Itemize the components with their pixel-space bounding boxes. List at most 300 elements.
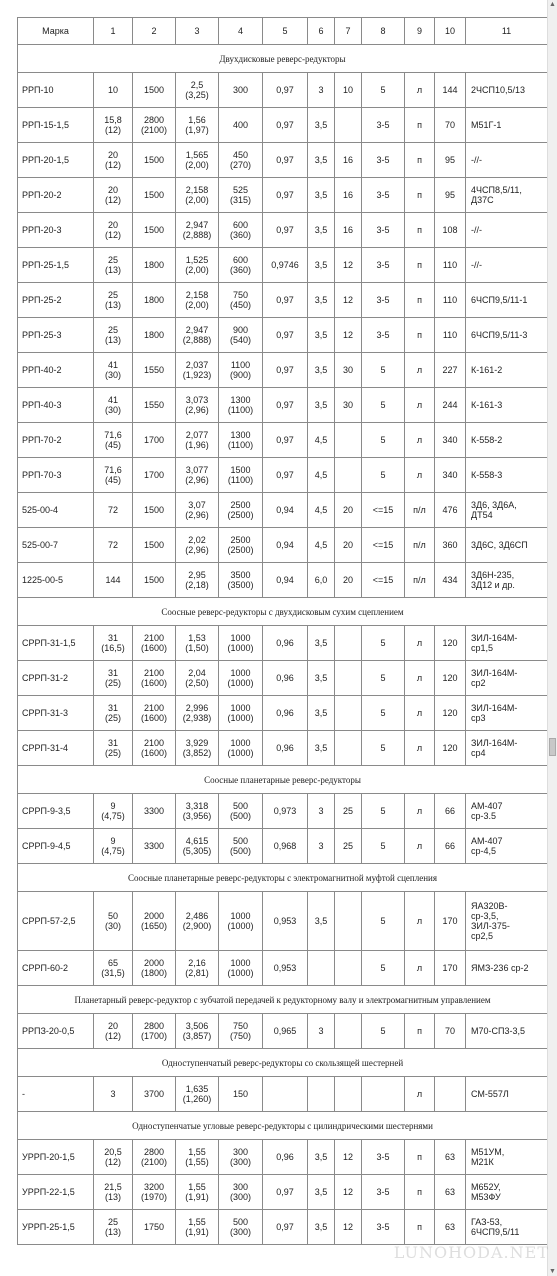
table-cell: 3-5 bbox=[362, 1140, 405, 1175]
table-cell: 1000 (1000) bbox=[219, 731, 263, 766]
table-cell: 72 bbox=[94, 528, 133, 563]
table-cell: 144 bbox=[435, 73, 466, 108]
table-cell: М70-СП3-3,5 bbox=[466, 1014, 548, 1049]
table-row bbox=[18, 829, 548, 864]
table-cell: 3,5 bbox=[308, 1140, 335, 1175]
table-cell: п bbox=[405, 283, 435, 318]
table-cell: 5 bbox=[362, 423, 405, 458]
model-cell: РРП-70-2 bbox=[18, 423, 94, 458]
section-row bbox=[18, 45, 548, 73]
table-cell: 31 (25) bbox=[94, 731, 133, 766]
table-cell: 95 bbox=[435, 143, 466, 178]
table-cell bbox=[335, 696, 362, 731]
table-cell: 1,55 (1,55) bbox=[176, 1140, 219, 1175]
table-cell: 10 bbox=[94, 73, 133, 108]
scroll-up-icon[interactable]: ▲ bbox=[549, 1, 556, 8]
table-row bbox=[18, 458, 548, 493]
column-header: 1 bbox=[94, 18, 133, 45]
table-cell: п bbox=[405, 143, 435, 178]
table-cell: 0,97 bbox=[263, 1175, 308, 1210]
table-cell bbox=[335, 626, 362, 661]
table-cell: 0,94 bbox=[263, 493, 308, 528]
table-cell: 1500 bbox=[133, 178, 176, 213]
table-cell: 1800 bbox=[133, 283, 176, 318]
table-cell: 3,5 bbox=[308, 318, 335, 353]
table-cell: 120 bbox=[435, 696, 466, 731]
model-cell: СРРП-60-2 bbox=[18, 951, 94, 986]
table-cell: 20 (12) bbox=[94, 213, 133, 248]
table-row bbox=[18, 178, 548, 213]
section-row bbox=[18, 598, 548, 626]
table-cell: 25 bbox=[335, 829, 362, 864]
table-cell: 2ЧСП10,5/13 bbox=[466, 73, 548, 108]
table-cell: 3,5 bbox=[308, 1210, 335, 1245]
table-cell: л bbox=[405, 423, 435, 458]
table-cell: 4,5 bbox=[308, 528, 335, 563]
table-cell: 120 bbox=[435, 731, 466, 766]
table-row bbox=[18, 731, 548, 766]
table-cell: 95 bbox=[435, 178, 466, 213]
section-title: Одноступенчатые угловые реверс-редукторы с цилиндрическими шестернями bbox=[18, 1112, 548, 1140]
table-cell: 41 (30) bbox=[94, 388, 133, 423]
table-cell: 5 bbox=[362, 661, 405, 696]
model-cell: РРП-20-2 bbox=[18, 178, 94, 213]
table-cell: 2100 (1600) bbox=[133, 626, 176, 661]
table-cell: ЗИЛ-164М- ср4 bbox=[466, 731, 548, 766]
table-cell: 1,56 (1,97) bbox=[176, 108, 219, 143]
table-cell: 2,158 (2,00) bbox=[176, 283, 219, 318]
table-cell: 340 bbox=[435, 458, 466, 493]
table-cell: 3,5 bbox=[308, 1175, 335, 1210]
table-cell: 0,968 bbox=[263, 829, 308, 864]
table-cell: 5 bbox=[362, 353, 405, 388]
table-cell: 3 bbox=[308, 829, 335, 864]
table-cell: 144 bbox=[94, 563, 133, 598]
table-cell: 0,97 bbox=[263, 458, 308, 493]
table-cell bbox=[335, 1014, 362, 1049]
table-cell bbox=[335, 951, 362, 986]
model-cell: СРРП-31-4 bbox=[18, 731, 94, 766]
table-cell: 66 bbox=[435, 829, 466, 864]
table-cell: 5 bbox=[362, 73, 405, 108]
table-cell: 244 bbox=[435, 388, 466, 423]
table-cell: СМ-557Л bbox=[466, 1077, 548, 1112]
table-cell: -//- bbox=[466, 143, 548, 178]
table-cell: 5 bbox=[362, 458, 405, 493]
table-cell: 16 bbox=[335, 178, 362, 213]
table-cell: 0,97 bbox=[263, 388, 308, 423]
table-cell: 3-5 bbox=[362, 108, 405, 143]
document-body bbox=[17, 17, 547, 1245]
table-cell: 3,506 (3,857) bbox=[176, 1014, 219, 1049]
table-cell: 0,97 bbox=[263, 143, 308, 178]
table-row bbox=[18, 73, 548, 108]
table-row bbox=[18, 1077, 548, 1112]
table-cell: 0,96 bbox=[263, 661, 308, 696]
section-title: Соосные планетарные реверс-редукторы с электромагнитной муфтой сцепления bbox=[18, 864, 548, 892]
column-header: 10 bbox=[435, 18, 466, 45]
table-cell: 500 (300) bbox=[219, 1210, 263, 1245]
table-row bbox=[18, 388, 548, 423]
table-cell: 2,95 (2,18) bbox=[176, 563, 219, 598]
table-cell: 3-5 bbox=[362, 283, 405, 318]
table-cell: 1800 bbox=[133, 248, 176, 283]
table-cell: 1000 (1000) bbox=[219, 696, 263, 731]
table-cell: 0,96 bbox=[263, 626, 308, 661]
table-cell: 1500 (1100) bbox=[219, 458, 263, 493]
table-cell: 3,5 bbox=[308, 178, 335, 213]
model-cell: РРП-40-3 bbox=[18, 388, 94, 423]
table-cell: 0,96 bbox=[263, 1140, 308, 1175]
table-cell: 5 bbox=[362, 626, 405, 661]
table-cell: 360 bbox=[435, 528, 466, 563]
table-cell: М652У, М53ФУ bbox=[466, 1175, 548, 1210]
table-cell: п/л bbox=[405, 528, 435, 563]
table-cell: 2100 (1600) bbox=[133, 696, 176, 731]
table-cell bbox=[335, 731, 362, 766]
table-row bbox=[18, 696, 548, 731]
table-cell bbox=[335, 423, 362, 458]
table-row bbox=[18, 1175, 548, 1210]
table-cell: л bbox=[405, 794, 435, 829]
table-cell: 3-5 bbox=[362, 318, 405, 353]
table-row bbox=[18, 283, 548, 318]
scroll-thumb[interactable] bbox=[549, 738, 556, 756]
table-cell: 0,96 bbox=[263, 731, 308, 766]
table-cell: 5 bbox=[362, 892, 405, 951]
model-cell: - bbox=[18, 1077, 94, 1112]
table-cell: 10 bbox=[335, 73, 362, 108]
table-cell: 3,5 bbox=[308, 696, 335, 731]
table-cell: 20 (12) bbox=[94, 143, 133, 178]
table-cell: 5 bbox=[362, 388, 405, 423]
table-row bbox=[18, 1210, 548, 1245]
table-cell: 3,318 (3,956) bbox=[176, 794, 219, 829]
table-cell: 3,5 bbox=[308, 626, 335, 661]
table-cell: ЯА320В- ср-3,5, ЗИЛ-375- ср2,5 bbox=[466, 892, 548, 951]
table-cell: 2,077 (1,96) bbox=[176, 423, 219, 458]
table-cell: 12 bbox=[335, 248, 362, 283]
model-cell: РРП-25-1,5 bbox=[18, 248, 94, 283]
table-cell: л bbox=[405, 696, 435, 731]
table-cell: 3,5 bbox=[308, 353, 335, 388]
table-cell: л bbox=[405, 73, 435, 108]
table-cell: 20 bbox=[335, 528, 362, 563]
table-cell: 1750 bbox=[133, 1210, 176, 1245]
table-cell: 9 (4,75) bbox=[94, 794, 133, 829]
table-cell bbox=[362, 1077, 405, 1112]
model-cell: РРП-20-3 bbox=[18, 213, 94, 248]
table-cell: 5 bbox=[362, 951, 405, 986]
table-cell: 6,0 bbox=[308, 563, 335, 598]
table-row bbox=[18, 892, 548, 951]
table-cell: 0,97 bbox=[263, 213, 308, 248]
table-cell: 0,97 bbox=[263, 423, 308, 458]
header-row bbox=[18, 18, 548, 45]
table-cell: 30 bbox=[335, 388, 362, 423]
table-cell: АМ-407 ср-4,5 bbox=[466, 829, 548, 864]
table-row bbox=[18, 108, 548, 143]
table-cell: 3700 bbox=[133, 1077, 176, 1112]
table-cell: 25 bbox=[335, 794, 362, 829]
table-cell: 2,02 (2,96) bbox=[176, 528, 219, 563]
table-cell: 1550 bbox=[133, 353, 176, 388]
table-cell: 9 (4,75) bbox=[94, 829, 133, 864]
table-cell: 1700 bbox=[133, 458, 176, 493]
table-cell: 2,158 (2,00) bbox=[176, 178, 219, 213]
table-cell: ЗИЛ-164М- ср1,5 bbox=[466, 626, 548, 661]
table-cell: 3,929 (3,852) bbox=[176, 731, 219, 766]
table-cell: 3-5 bbox=[362, 213, 405, 248]
model-cell: РРП-10 bbox=[18, 73, 94, 108]
table-cell: 25 (13) bbox=[94, 318, 133, 353]
table-cell: 2100 (1600) bbox=[133, 731, 176, 766]
table-cell: 450 (270) bbox=[219, 143, 263, 178]
table-cell: 2000 (1800) bbox=[133, 951, 176, 986]
scroll-down-icon[interactable]: ▼ bbox=[549, 1268, 556, 1275]
table-cell: 2800 (1700) bbox=[133, 1014, 176, 1049]
table-cell: л bbox=[405, 1077, 435, 1112]
table-cell: 3200 (1970) bbox=[133, 1175, 176, 1210]
table-cell: 2,5 (3,25) bbox=[176, 73, 219, 108]
table-cell: 1550 bbox=[133, 388, 176, 423]
section-title: Соосные планетарные реверс-редукторы bbox=[18, 766, 548, 794]
table-cell: 3 bbox=[94, 1077, 133, 1112]
watermark: LUNOHODA.NET bbox=[393, 1243, 549, 1262]
table-cell bbox=[263, 1077, 308, 1112]
table-row bbox=[18, 143, 548, 178]
table-cell bbox=[308, 1077, 335, 1112]
table-cell: 3,5 bbox=[308, 143, 335, 178]
table-cell: К-558-3 bbox=[466, 458, 548, 493]
table-cell: п bbox=[405, 1014, 435, 1049]
table-cell: 5 bbox=[362, 829, 405, 864]
table-cell: М51Г-1 bbox=[466, 108, 548, 143]
column-header: 7 bbox=[335, 18, 362, 45]
table-cell bbox=[435, 1077, 466, 1112]
table-cell: 1700 bbox=[133, 423, 176, 458]
table-cell: 0,94 bbox=[263, 563, 308, 598]
table-cell: 25 (13) bbox=[94, 248, 133, 283]
table-cell: 2,947 (2,888) bbox=[176, 318, 219, 353]
table-cell: л bbox=[405, 731, 435, 766]
table-cell: 63 bbox=[435, 1175, 466, 1210]
model-cell: РРП-20-1,5 bbox=[18, 143, 94, 178]
table-cell: 3500 (3500) bbox=[219, 563, 263, 598]
table-cell bbox=[335, 458, 362, 493]
table-cell: 70 bbox=[435, 1014, 466, 1049]
column-header: 2 bbox=[133, 18, 176, 45]
table-cell: п bbox=[405, 213, 435, 248]
table-cell: <=15 bbox=[362, 493, 405, 528]
table-cell: 21,5 (13) bbox=[94, 1175, 133, 1210]
table-cell: 41 (30) bbox=[94, 353, 133, 388]
table-cell: 3,5 bbox=[308, 213, 335, 248]
table-cell: 1000 (1000) bbox=[219, 626, 263, 661]
column-header: 8 bbox=[362, 18, 405, 45]
table-cell: л bbox=[405, 951, 435, 986]
model-cell: РРП-25-2 bbox=[18, 283, 94, 318]
table-cell: 2500 (2500) bbox=[219, 493, 263, 528]
table-cell: 31 (25) bbox=[94, 696, 133, 731]
table-cell: ГАЗ-53, 6ЧСП9,5/11 bbox=[466, 1210, 548, 1245]
table-cell: 300 bbox=[219, 73, 263, 108]
table-cell: 71,6 (45) bbox=[94, 423, 133, 458]
table-cell: 3 bbox=[308, 73, 335, 108]
table-cell: 70 bbox=[435, 108, 466, 143]
table-cell: 0,97 bbox=[263, 73, 308, 108]
table-cell: 0,953 bbox=[263, 951, 308, 986]
table-cell: 1300 (1100) bbox=[219, 388, 263, 423]
table-cell: 110 bbox=[435, 318, 466, 353]
table-cell: 1500 bbox=[133, 73, 176, 108]
table-cell: л bbox=[405, 626, 435, 661]
table-row bbox=[18, 248, 548, 283]
table-cell: 5 bbox=[362, 1014, 405, 1049]
table-row bbox=[18, 353, 548, 388]
section-title: Одноступенчатый реверс-редукторы со скользящей шестерней bbox=[18, 1049, 548, 1077]
section-row bbox=[18, 864, 548, 892]
table-cell: 12 bbox=[335, 1175, 362, 1210]
table-row bbox=[18, 661, 548, 696]
table-cell: 300 (300) bbox=[219, 1175, 263, 1210]
model-cell: УРРП-20-1,5 bbox=[18, 1140, 94, 1175]
table-cell: 900 (540) bbox=[219, 318, 263, 353]
table-cell: 3,5 bbox=[308, 108, 335, 143]
table-cell: 31 (25) bbox=[94, 661, 133, 696]
table-cell: п bbox=[405, 108, 435, 143]
table-cell: ЗИЛ-164М- ср2 bbox=[466, 661, 548, 696]
model-cell: 1225-00-5 bbox=[18, 563, 94, 598]
model-cell: РРП-70-3 bbox=[18, 458, 94, 493]
table-cell: 400 bbox=[219, 108, 263, 143]
table-cell: 1000 (1000) bbox=[219, 951, 263, 986]
table-cell: 1100 (900) bbox=[219, 353, 263, 388]
table-cell: К-558-2 bbox=[466, 423, 548, 458]
table-cell: п/л bbox=[405, 563, 435, 598]
column-header: Марка bbox=[18, 18, 94, 45]
table-cell: 1500 bbox=[133, 143, 176, 178]
column-header: 4 bbox=[219, 18, 263, 45]
table-cell: 2800 (2100) bbox=[133, 108, 176, 143]
table-cell: п bbox=[405, 248, 435, 283]
table-row bbox=[18, 493, 548, 528]
table-cell: 16 bbox=[335, 143, 362, 178]
table-cell bbox=[335, 892, 362, 951]
model-cell: СРРП-31-3 bbox=[18, 696, 94, 731]
table-cell: 3 bbox=[308, 794, 335, 829]
table-cell: 12 bbox=[335, 283, 362, 318]
table-cell: К-161-2 bbox=[466, 353, 548, 388]
table-cell: л bbox=[405, 661, 435, 696]
table-cell: 20 (12) bbox=[94, 178, 133, 213]
table-cell: -//- bbox=[466, 213, 548, 248]
table-cell: 120 bbox=[435, 661, 466, 696]
vertical-scrollbar[interactable] bbox=[547, 0, 557, 1276]
table-cell: 227 bbox=[435, 353, 466, 388]
model-cell: СРРП-31-1,5 bbox=[18, 626, 94, 661]
table-cell: 0,973 bbox=[263, 794, 308, 829]
table-cell: 2,486 (2,900) bbox=[176, 892, 219, 951]
model-cell: СРРП-9-3,5 bbox=[18, 794, 94, 829]
model-cell: УРРП-25-1,5 bbox=[18, 1210, 94, 1245]
table-row bbox=[18, 794, 548, 829]
table-cell: 1000 (1000) bbox=[219, 892, 263, 951]
table-cell: 340 bbox=[435, 423, 466, 458]
table-cell: 3 bbox=[308, 1014, 335, 1049]
section-title: Соосные реверс-редукторы с двухдисковым сухим сцеплением bbox=[18, 598, 548, 626]
table-cell: 25 (13) bbox=[94, 283, 133, 318]
table-cell: 1,55 (1,91) bbox=[176, 1210, 219, 1245]
table-cell: 3,5 bbox=[308, 283, 335, 318]
section-row bbox=[18, 766, 548, 794]
table-cell: ЗИЛ-164М- ср3 bbox=[466, 696, 548, 731]
table-cell: 30 bbox=[335, 353, 362, 388]
table-row bbox=[18, 528, 548, 563]
table-cell: 750 (450) bbox=[219, 283, 263, 318]
table-cell: 1000 (1000) bbox=[219, 661, 263, 696]
table-cell: 2500 (2500) bbox=[219, 528, 263, 563]
table-cell: 3,077 (2,96) bbox=[176, 458, 219, 493]
table-cell: 12 bbox=[335, 1140, 362, 1175]
model-cell: СРРП-31-2 bbox=[18, 661, 94, 696]
table-cell: п bbox=[405, 318, 435, 353]
table-cell: 3300 bbox=[133, 829, 176, 864]
table-cell: л bbox=[405, 829, 435, 864]
column-header: 11 bbox=[466, 18, 548, 45]
table-cell: 4,5 bbox=[308, 423, 335, 458]
table-cell: 300 (300) bbox=[219, 1140, 263, 1175]
column-header: 6 bbox=[308, 18, 335, 45]
model-cell: 525-00-7 bbox=[18, 528, 94, 563]
table-cell: К-161-3 bbox=[466, 388, 548, 423]
table-cell: л bbox=[405, 388, 435, 423]
column-header: 9 bbox=[405, 18, 435, 45]
model-cell: РРП-15-1,5 bbox=[18, 108, 94, 143]
table-cell: 5 bbox=[362, 731, 405, 766]
table-cell: 110 bbox=[435, 283, 466, 318]
table-cell: 20 bbox=[335, 493, 362, 528]
table-cell: 25 (13) bbox=[94, 1210, 133, 1245]
table-cell: 3Д6, 3Д6А, ДТ54 bbox=[466, 493, 548, 528]
table-row bbox=[18, 423, 548, 458]
table-cell: 500 (500) bbox=[219, 829, 263, 864]
table-cell: 3Д6С, 3Д6СП bbox=[466, 528, 548, 563]
table-cell: 0,9746 bbox=[263, 248, 308, 283]
reducers-table bbox=[17, 17, 548, 1245]
section-title: Планетарный реверс-редуктор с зубчатой передачей к редукторному валу и электромагнитным управлением bbox=[18, 986, 548, 1014]
table-cell: 0,94 bbox=[263, 528, 308, 563]
table-cell: <=15 bbox=[362, 563, 405, 598]
table-cell: 71,6 (45) bbox=[94, 458, 133, 493]
model-cell: СРРП-9-4,5 bbox=[18, 829, 94, 864]
table-cell: 1,53 (1,50) bbox=[176, 626, 219, 661]
table-cell: 0,97 bbox=[263, 1210, 308, 1245]
model-cell: 525-00-4 bbox=[18, 493, 94, 528]
table-cell: 150 bbox=[219, 1077, 263, 1112]
table-cell: 72 bbox=[94, 493, 133, 528]
table-row bbox=[18, 1014, 548, 1049]
table-cell: 65 (31,5) bbox=[94, 951, 133, 986]
table-cell: 1500 bbox=[133, 563, 176, 598]
table-cell: 3,5 bbox=[308, 661, 335, 696]
table-cell: 1500 bbox=[133, 493, 176, 528]
table-cell: 20,5 (12) bbox=[94, 1140, 133, 1175]
model-cell: УРРП-22-1,5 bbox=[18, 1175, 94, 1210]
table-cell: 476 bbox=[435, 493, 466, 528]
table-cell: 120 bbox=[435, 626, 466, 661]
table-cell: п/л bbox=[405, 493, 435, 528]
